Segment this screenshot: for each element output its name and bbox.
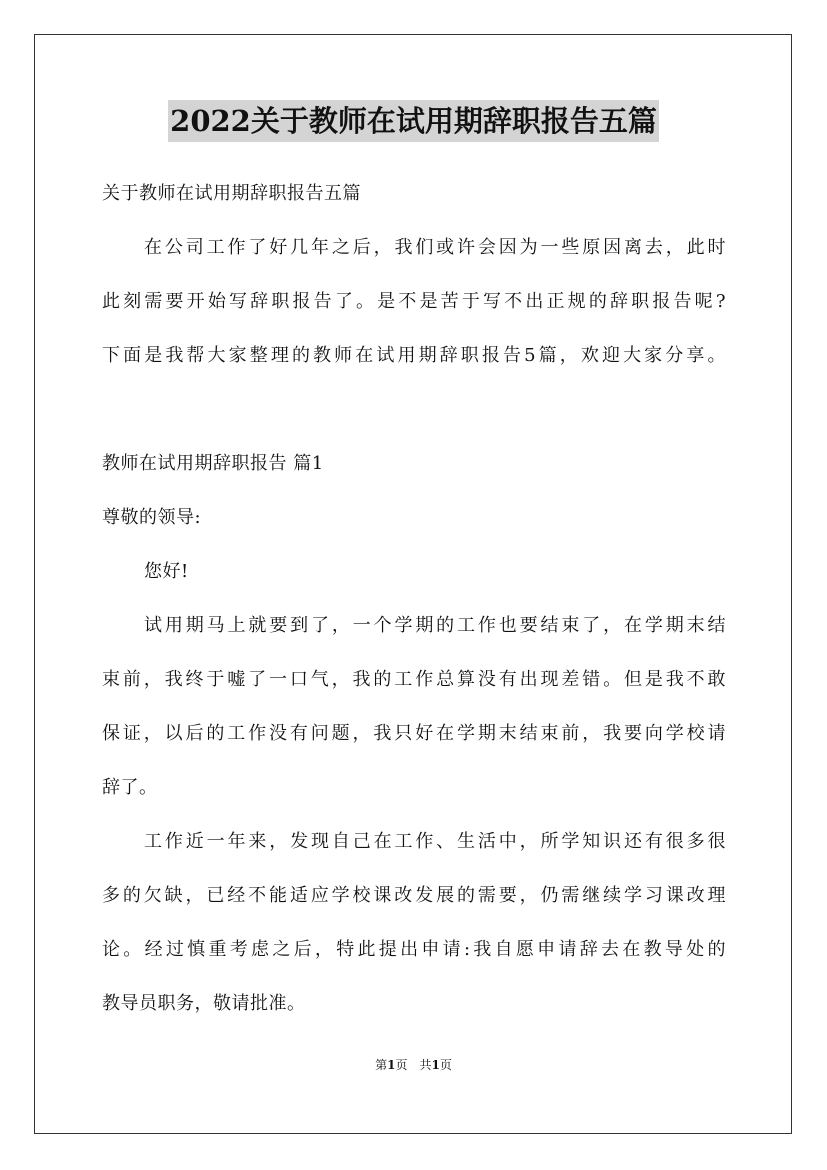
page-label-mid: 页 共 bbox=[395, 1058, 432, 1072]
paragraph2-line-1: 工作近一年来，发现自己在工作、生活中，所学知识还有很多很 bbox=[144, 831, 726, 852]
paragraph1-line-1: 试用期马上就要到了，一个学期的工作也要结束了，在学期末结 bbox=[144, 615, 726, 636]
page-footer bbox=[0, 1056, 827, 1074]
page-label-suffix: 页 bbox=[439, 1058, 452, 1072]
page-current: 1 bbox=[387, 1058, 396, 1072]
paragraph2-line-4: 教导员职务，敬请批准。 bbox=[102, 993, 306, 1014]
greeting: 您好! bbox=[144, 561, 189, 582]
paragraph2-line-2: 多的欠缺，已经不能适应学校课改发展的需要，仍需继续学习课改理 bbox=[102, 885, 726, 906]
paragraph1-line-3: 保证，以后的工作没有问题，我只好在学期末结束前，我要向学校请 bbox=[102, 723, 726, 744]
paragraph2-line-3: 论。经过慎重考虑之后，特此提出申请:我自愿申请辞去在教导处的 bbox=[102, 939, 726, 960]
page-total: 1 bbox=[431, 1058, 440, 1072]
document-title-text: 2022关于教师在试用期辞职报告五篇 bbox=[168, 100, 659, 142]
section-heading: 教师在试用期辞职报告 篇1 bbox=[102, 453, 324, 474]
salutation: 尊敬的领导: bbox=[102, 507, 202, 528]
paragraph1-line-2: 束前，我终于嘘了一口气，我的工作总算没有出现差错。但是我不敢 bbox=[102, 669, 726, 690]
intro-line-2: 此刻需要开始写辞职报告了。是不是苦于写不出正规的辞职报告呢? bbox=[102, 291, 726, 312]
intro-line-1: 在公司工作了好几年之后，我们或许会因为一些原因离去，此时 bbox=[144, 237, 726, 258]
document-title bbox=[0, 100, 827, 142]
paragraph1-line-4: 辞了。 bbox=[102, 777, 158, 798]
page-label-prefix: 第 bbox=[375, 1058, 388, 1072]
document-subtitle: 关于教师在试用期辞职报告五篇 bbox=[102, 183, 361, 204]
intro-line-3: 下面是我帮大家整理的教师在试用期辞职报告5篇，欢迎大家分享。 bbox=[102, 345, 726, 366]
